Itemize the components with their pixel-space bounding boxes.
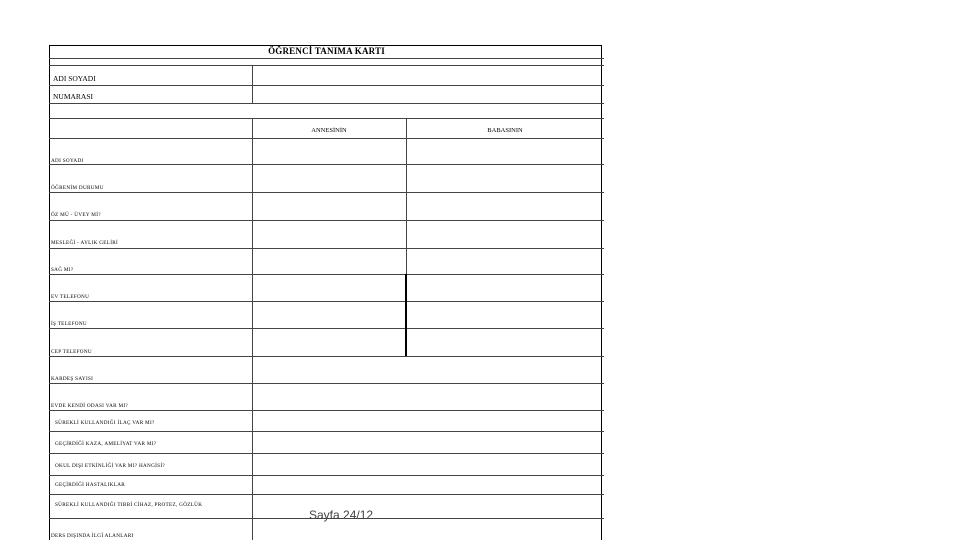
row-label-own-room: EVDE KENDİ ODASI VAR MI? (51, 403, 129, 409)
row-label-education: ÖĞRENİM DURUMU (51, 185, 104, 191)
row-line (49, 274, 604, 275)
student-number-label: NUMARASI (53, 92, 94, 101)
row-line (49, 138, 604, 139)
row-line (49, 164, 604, 165)
row-line (49, 248, 604, 249)
row-label-home-phone: EV TELEFONU (51, 294, 90, 300)
row-label-illnesses: GEÇİRDİĞİ HASTALIKLAR (55, 482, 126, 488)
row-line (49, 65, 604, 66)
row-label-work-phone: İŞ TELEFONU (51, 321, 87, 327)
mother-column-header: ANNESİNİN (311, 127, 347, 134)
col-line (252, 118, 253, 540)
row-line (49, 118, 604, 119)
col-line (406, 118, 407, 275)
row-label-parent-name: ADI SOYADI (51, 158, 84, 164)
row-label-biological-or-step: ÖZ MÜ - ÜVEY Mİ? (51, 212, 101, 218)
row-line (49, 494, 604, 495)
col-line (252, 65, 253, 103)
row-line (49, 220, 604, 221)
row-line (49, 192, 604, 193)
row-label-medication: SÜREKLİ KULLANDIĞI İLAÇ VAR MI? (55, 420, 155, 426)
row-line (49, 85, 604, 86)
row-label-sibling-count: KARDEŞ SAYISI (51, 376, 94, 382)
page-number: Sayfa 24/12 (309, 508, 374, 522)
row-line (49, 356, 604, 357)
student-id-card-form (49, 45, 604, 540)
row-line (49, 58, 604, 59)
row-label-occupation-income: MESLEĞİ - AYLIK GELİRİ (51, 240, 119, 246)
row-label-alive: SAĞ MI? (51, 267, 74, 273)
student-name-label: ADI SOYADI (53, 74, 96, 83)
row-label-mobile-phone: CEP TELEFONU (51, 349, 92, 355)
row-line (49, 383, 604, 384)
row-line (49, 103, 604, 104)
row-line (49, 328, 604, 329)
form-title: ÖĞRENCİ TANIMA KARTI (268, 46, 385, 56)
row-label-interests: DERS DIŞINDA İLGİ ALANLARI (51, 533, 134, 539)
row-label-accident-surgery: GEÇİRDİĞİ KAZA, AMELİYAT VAR MI? (55, 441, 157, 447)
row-line (49, 301, 604, 302)
father-column-header: BABASININ (487, 127, 523, 134)
row-label-extracurricular: OKUL DIŞI ETKİNLİĞİ VAR MI? HANGİSİ? (55, 463, 165, 469)
col-line (405, 274, 407, 356)
row-line (49, 453, 604, 454)
row-line (49, 431, 604, 432)
row-label-medical-device: SÜREKLİ KULLANDIĞI TIBBİ CİHAZ, PROTEZ, GÖZLÜK (55, 502, 203, 508)
row-line (49, 410, 604, 411)
row-line (49, 475, 604, 476)
